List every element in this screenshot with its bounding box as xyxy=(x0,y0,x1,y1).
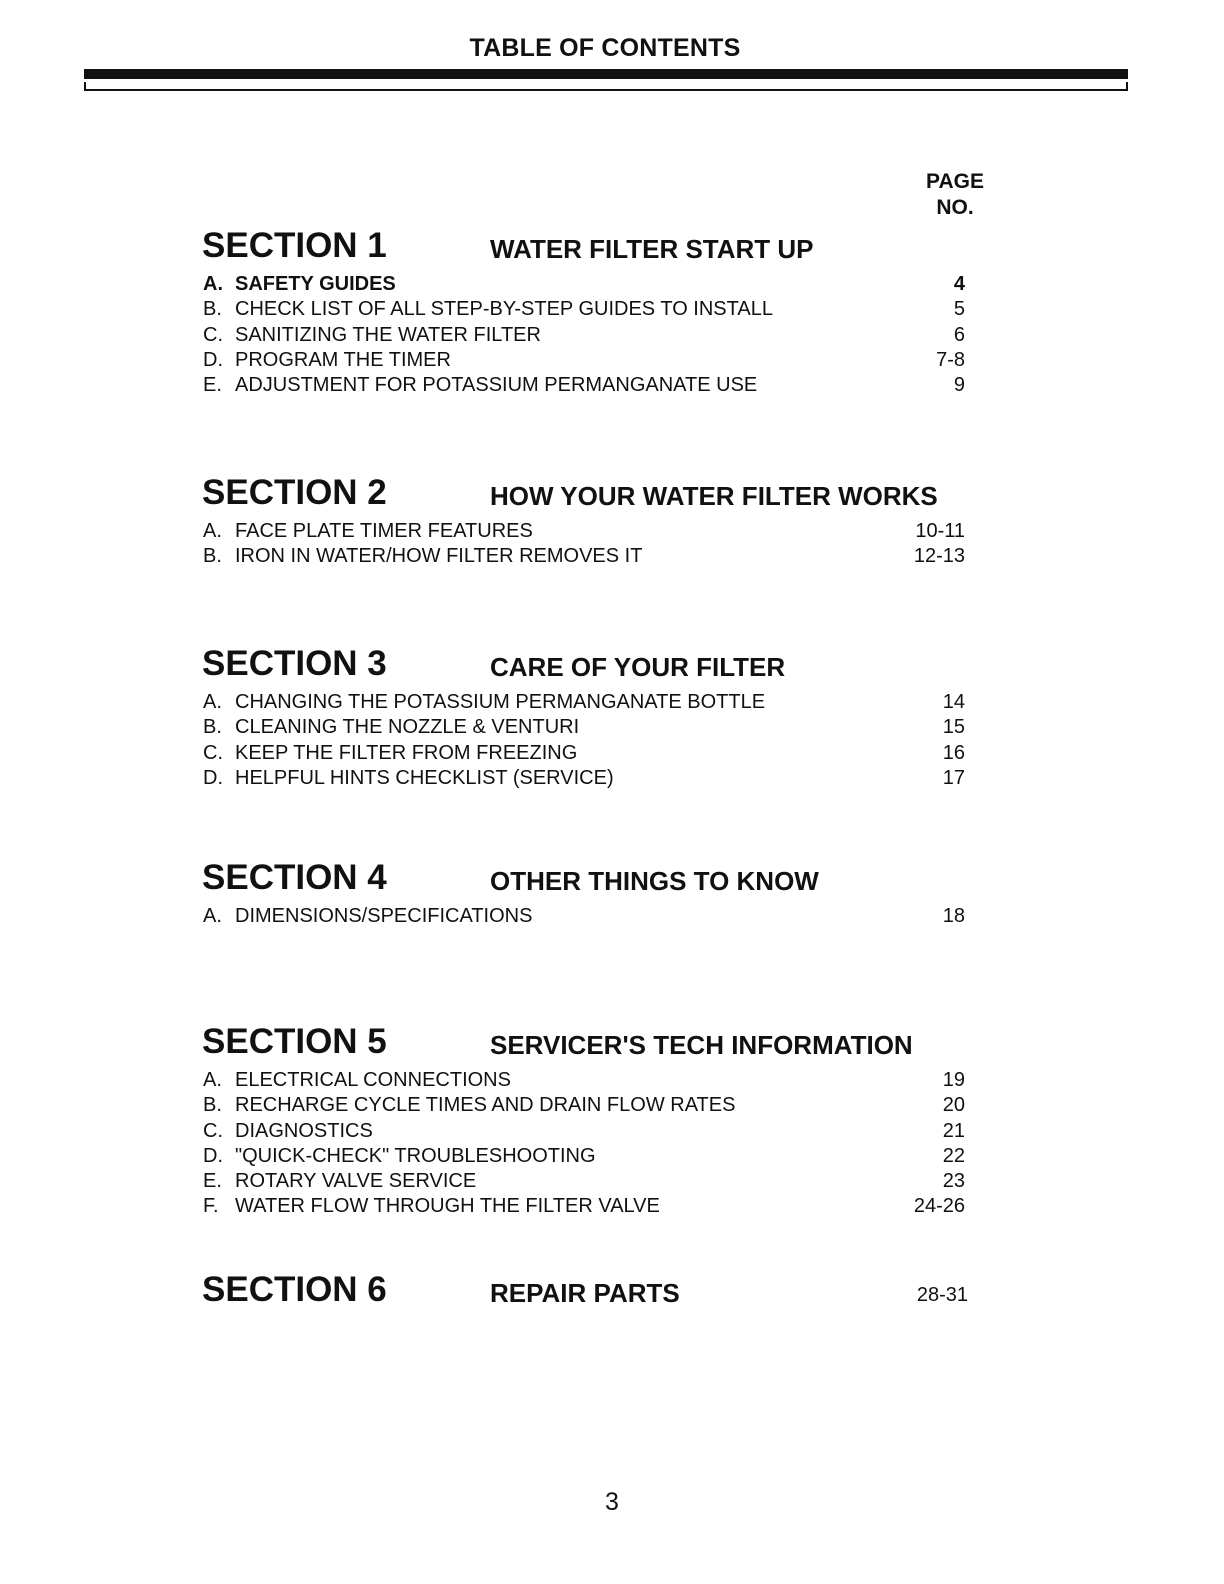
entry-page: 5 xyxy=(953,298,965,321)
entry-text: FACE PLATE TIMER FEATURES xyxy=(235,520,533,542)
entry-letter: A. xyxy=(203,1069,222,1091)
section-items xyxy=(200,904,1020,929)
section-5 xyxy=(200,1022,1020,1220)
entry-letter: E. xyxy=(203,1170,222,1193)
entry-page: 18 xyxy=(942,905,965,927)
entry-text: IRON IN WATER/HOW FILTER REMOVES IT xyxy=(235,545,643,568)
entry-letter: B. xyxy=(203,298,222,321)
entry-page: 24-26 xyxy=(913,1195,965,1218)
entry-page: 19 xyxy=(942,1069,965,1091)
entry-page: 12-13 xyxy=(913,545,965,568)
section-heading xyxy=(200,1022,1020,1068)
entry-text: ADJUSTMENT FOR POTASSIUM PERMANGANATE USE xyxy=(235,374,758,397)
entry-letter: A. xyxy=(203,520,222,542)
entry-text: SANITIZING THE WATER FILTER xyxy=(235,323,541,346)
entry-letter: B. xyxy=(203,545,222,568)
section-heading xyxy=(200,644,1020,690)
header-rule-thin xyxy=(84,82,1128,91)
entry-letter: D. xyxy=(203,1144,223,1167)
section-items xyxy=(200,1068,1020,1220)
entry-letter: B. xyxy=(203,716,222,739)
entry-page: 17 xyxy=(942,766,965,789)
section-3 xyxy=(200,644,1020,791)
section-heading xyxy=(200,858,1020,904)
toc-entry[interactable] xyxy=(200,904,1020,929)
page-number: 3 xyxy=(605,1488,619,1516)
toc-entry[interactable] xyxy=(200,272,1020,297)
entry-page: 16 xyxy=(942,741,965,764)
toc-entry[interactable] xyxy=(200,373,1020,398)
section-title: REPAIR PARTS xyxy=(490,1278,680,1308)
entry-page: 9 xyxy=(953,374,965,397)
section-title: WATER FILTER START UP xyxy=(490,234,814,264)
entry-text: ROTARY VALVE SERVICE xyxy=(235,1170,477,1193)
entry-text: WATER FLOW THROUGH THE FILTER VALVE xyxy=(235,1195,660,1218)
section-number: SECTION 6 xyxy=(202,1270,387,1309)
entry-page: 14 xyxy=(942,691,965,713)
entry-letter: C. xyxy=(203,1119,223,1142)
toc-entry[interactable] xyxy=(200,1194,1020,1219)
section-heading xyxy=(200,1270,1020,1316)
toc-entry[interactable] xyxy=(200,715,1020,740)
entry-letter: B. xyxy=(203,1094,222,1117)
toc-entry[interactable] xyxy=(200,1119,1020,1144)
entry-page: 20 xyxy=(942,1094,965,1117)
section-number: SECTION 4 xyxy=(202,858,387,897)
entry-letter: E. xyxy=(203,374,222,397)
section-items xyxy=(200,272,1020,398)
entry-text: DIMENSIONS/SPECIFICATIONS xyxy=(235,905,533,927)
section-page: 28-31 xyxy=(916,1284,968,1306)
section-number: SECTION 2 xyxy=(202,473,387,512)
toc-entry[interactable] xyxy=(200,1093,1020,1118)
entry-page: 23 xyxy=(942,1170,965,1193)
toc-entry[interactable] xyxy=(200,741,1020,766)
toc-entry[interactable] xyxy=(200,297,1020,322)
section-title: HOW YOUR WATER FILTER WORKS xyxy=(490,481,938,511)
toc-entry[interactable] xyxy=(200,348,1020,373)
entry-letter: A. xyxy=(203,691,222,713)
section-title: SERVICER'S TECH INFORMATION xyxy=(490,1030,913,1060)
section-6[interactable] xyxy=(200,1270,1020,1316)
entry-text: PROGRAM THE TIMER xyxy=(235,348,451,371)
toc-entry[interactable] xyxy=(200,766,1020,791)
entry-text: HELPFUL HINTS CHECKLIST (SERVICE) xyxy=(235,766,614,789)
entry-page: 4 xyxy=(953,273,965,295)
entry-page: 21 xyxy=(942,1119,965,1142)
entry-text: CHANGING THE POTASSIUM PERMANGANATE BOTTLE xyxy=(235,691,766,713)
entry-page: 6 xyxy=(953,323,965,346)
toc-entry[interactable] xyxy=(200,323,1020,348)
entry-text: SAFETY GUIDES xyxy=(235,273,396,295)
toc-entry[interactable] xyxy=(200,1169,1020,1194)
page-column-header-line2: NO. xyxy=(936,196,974,219)
toc-entry[interactable] xyxy=(200,1068,1020,1093)
entry-letter: C. xyxy=(203,323,223,346)
entry-text: DIAGNOSTICS xyxy=(235,1119,373,1142)
entry-letter: D. xyxy=(203,766,223,789)
section-number: SECTION 5 xyxy=(202,1022,387,1061)
section-heading xyxy=(200,473,1020,519)
entry-text: "QUICK-CHECK" TROUBLESHOOTING xyxy=(235,1144,596,1167)
toc-entry[interactable] xyxy=(200,1144,1020,1169)
toc-entry[interactable] xyxy=(200,544,1020,569)
entry-text: CHECK LIST OF ALL STEP-BY-STEP GUIDES TO INSTALL xyxy=(235,298,773,321)
entry-page: 10-11 xyxy=(915,520,965,542)
header-rule-thick xyxy=(84,69,1128,79)
page-title: TABLE OF CONTENTS xyxy=(469,34,741,62)
entry-page: 7-8 xyxy=(936,348,965,371)
section-1 xyxy=(200,226,1020,398)
entry-letter: D. xyxy=(203,348,223,371)
section-4 xyxy=(200,858,1020,929)
entry-letter: A. xyxy=(203,273,223,295)
entry-text: KEEP THE FILTER FROM FREEZING xyxy=(235,741,578,764)
section-number: SECTION 1 xyxy=(202,226,387,265)
section-title: OTHER THINGS TO KNOW xyxy=(490,866,819,896)
page-column-header xyxy=(900,169,1010,221)
entry-text: CLEANING THE NOZZLE & VENTURI xyxy=(235,716,580,739)
section-2 xyxy=(200,473,1020,570)
section-items xyxy=(200,690,1020,791)
entry-text: ELECTRICAL CONNECTIONS xyxy=(235,1069,511,1091)
entry-text: RECHARGE CYCLE TIMES AND DRAIN FLOW RATES xyxy=(235,1094,736,1117)
entry-page: 15 xyxy=(942,716,965,739)
toc-entry[interactable] xyxy=(200,519,1020,544)
entry-letter: F. xyxy=(203,1195,219,1218)
entry-letter: A. xyxy=(203,905,222,927)
section-heading xyxy=(200,226,1020,272)
entry-letter: C. xyxy=(203,741,223,764)
section-number: SECTION 3 xyxy=(202,644,387,683)
section-title: CARE OF YOUR FILTER xyxy=(490,652,786,682)
entry-page: 22 xyxy=(942,1144,965,1167)
page-column-header-line1: PAGE xyxy=(926,170,984,193)
toc-entry[interactable] xyxy=(200,690,1020,715)
section-items xyxy=(200,519,1020,570)
